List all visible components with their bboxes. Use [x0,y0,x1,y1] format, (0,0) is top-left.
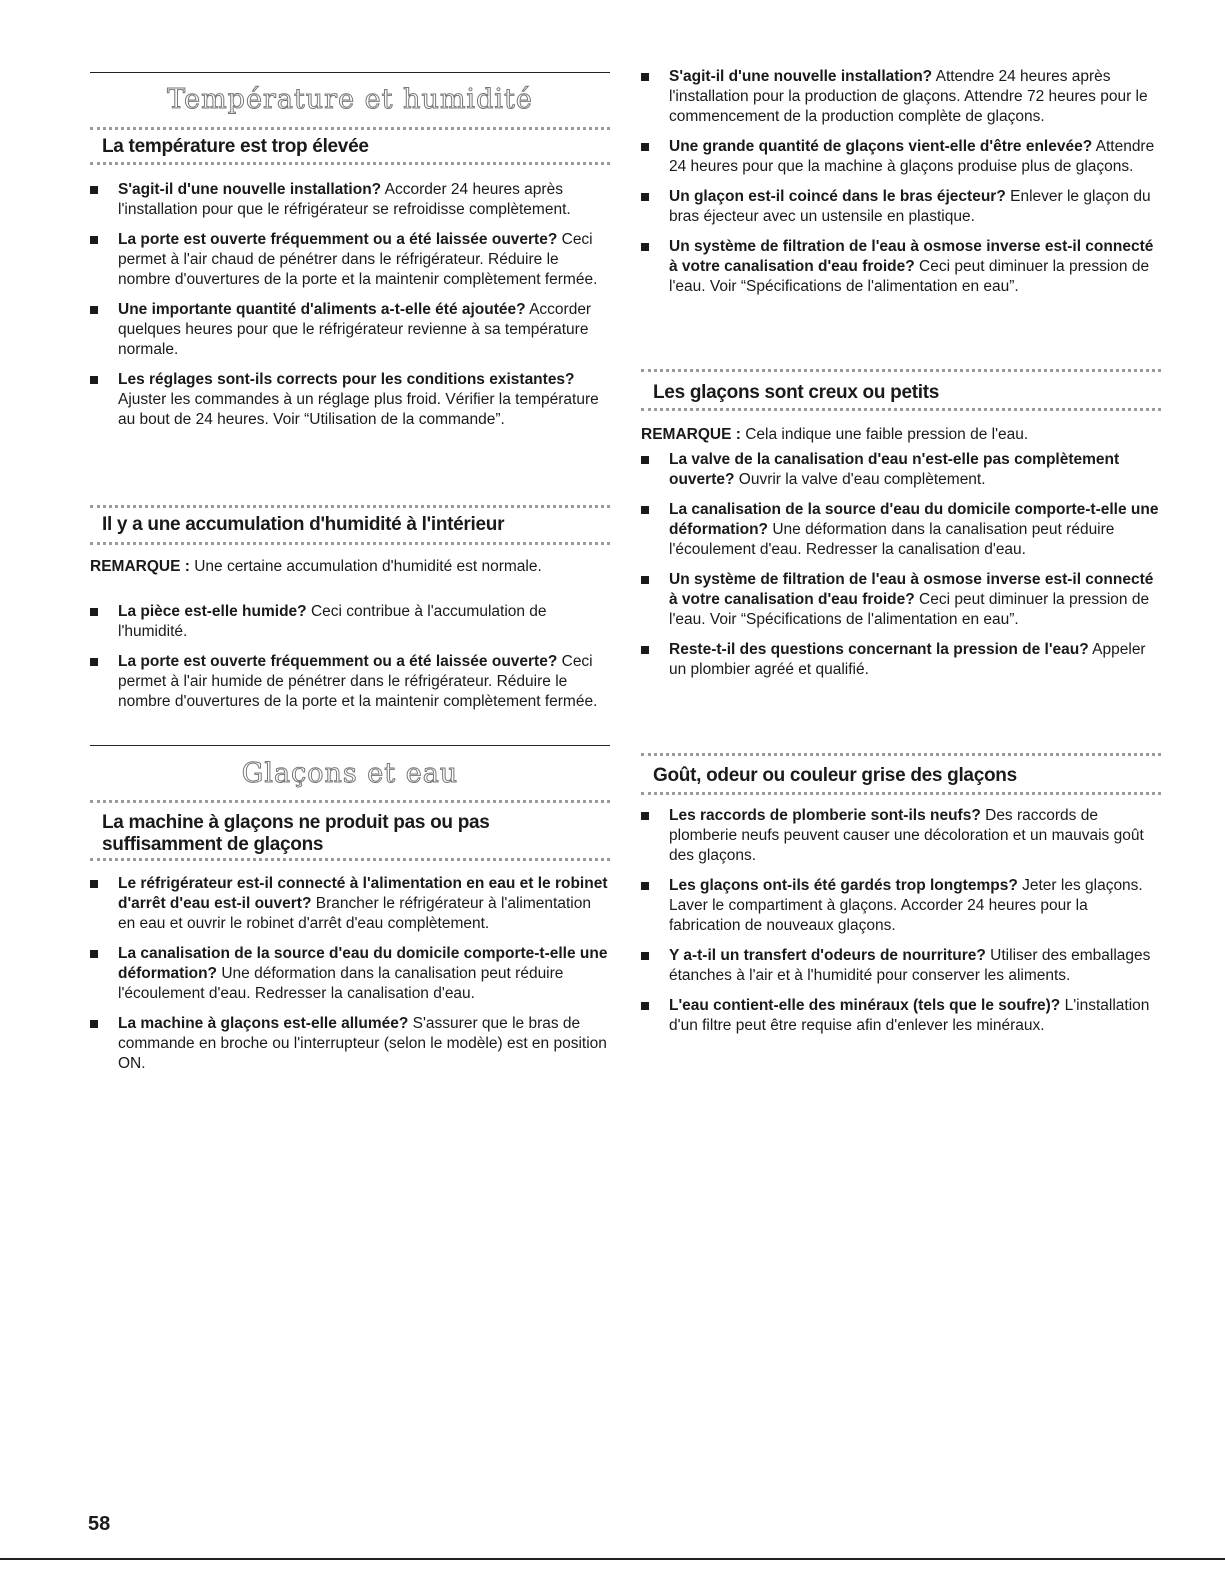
list-item [90,370,610,430]
subheading-line2: suffisamment de glaçons [102,834,324,855]
page-number: 58 [88,1513,111,1535]
list-item [641,946,1161,986]
dotted-rule [641,753,1161,756]
list-hollow-ice [641,450,1161,680]
list-icemaker-continued [641,67,1161,297]
item-question: La porte est ouverte fréquemment ou a été laissée ouverte? [118,653,558,670]
bullet-icon [641,882,649,890]
item-question: Un glaçon est-il coincé dans le bras éjecteur? [669,188,1006,205]
list-item [641,67,1161,127]
section-rule [90,745,610,746]
dotted-rule [90,858,610,861]
item-answer: Accorder 24 heures après l'installation pour que le réfrigérateur se refroidisse complètement. [118,181,571,218]
bullet-icon [90,658,98,666]
item-question: La pièce est-elle humide? [118,603,307,620]
section-title-temperature: Température et humidité [167,84,533,115]
subheading-icemaker [90,812,610,856]
bullet-icon [90,186,98,194]
dotted-rule [90,505,610,508]
list-item [641,876,1161,936]
item-question: La canalisation de la source d'eau du domicile comporte-t-elle une déformation? [118,945,608,982]
item-answer: Utiliser des emballages étanches à l'air et à l'humidité pour conserver les aliments. [669,947,1151,984]
item-question: La canalisation de la source d'eau du domicile comporte-t-elle une déformation? [669,501,1159,538]
dotted-rule [90,127,610,130]
bullet-icon [641,243,649,251]
item-answer: Accorder quelques heures pour que le réfrigérateur revienne à sa température normale. [118,301,592,358]
list-item [641,450,1161,490]
subheading-line1: La machine à glaçons ne produit pas ou pas [102,812,490,833]
item-answer: Ceci peut diminuer la pression de l'eau. Voir “Spécifications de l'alimentation en eau”. [669,591,1150,628]
bullet-icon [90,880,98,888]
item-question: Les réglages sont-ils corrects pour les conditions existantes? [118,371,575,388]
item-question: S'agit-il d'une nouvelle installation? [669,68,933,85]
bullet-icon [641,952,649,960]
list-item [641,500,1161,560]
item-answer: Attendre 24 heures pour que la machine à glaçons produise plus de glaçons. [669,138,1155,175]
list-item [90,230,610,290]
list-taste-odor [641,806,1161,1036]
bullet-icon [641,143,649,151]
bullet-icon [641,506,649,514]
item-question: Les glaçons ont-ils été gardés trop longtemps? [669,877,1018,894]
item-question: Une grande quantité de glaçons vient-elle d'être enlevée? [669,138,1093,155]
dotted-rule [90,542,610,545]
list-item [90,300,610,360]
list-item [90,944,610,1004]
list-humidity [90,602,610,712]
list-item [641,137,1161,177]
section-title-ice-water: Glaçons et eau [241,758,459,789]
subheading-taste-odor: Goût, odeur ou couleur grise des glaçons [653,765,1017,786]
bullet-icon [90,1020,98,1028]
bullet-icon [90,376,98,384]
item-question: S'agit-il d'une nouvelle installation? [118,181,382,198]
list-item [641,996,1161,1036]
bullet-icon [641,193,649,201]
item-answer: Ceci contribue à l'accumulation de l'humidité. [118,603,547,640]
subheading-temp-high: La température est trop élevée [102,136,369,157]
item-answer: Appeler un plombier agréé et qualifié. [669,641,1146,678]
dotted-rule [90,162,610,165]
list-icemaker [90,874,610,1074]
item-answer: Des raccords de plomberie neufs peuvent causer une décoloration et un mauvais goût des glaçons. [669,807,1144,864]
item-question: Un système de filtration de l'eau à osmose inverse est-il connecté à votre canalisation d'eau froide? [669,238,1154,275]
item-answer: Une déformation dans la canalisation peut réduire l'écoulement d'eau. Redresser la canalisation d'eau. [669,521,1115,558]
bullet-icon [90,950,98,958]
subheading-hollow-ice: Les glaçons sont creux ou petits [653,382,940,403]
list-item [90,874,610,934]
bullet-icon [641,812,649,820]
item-answer: Ceci permet à l'air humide de pénétrer dans le réfrigérateur. Réduire le nombre d'ouvertures de la porte et la maintenir complètement fermée. [118,653,598,710]
item-question: Un système de filtration de l'eau à osmose inverse est-il connecté à votre canalisation d'eau froide? [669,571,1154,608]
bullet-icon [90,306,98,314]
list-item [90,1014,610,1074]
item-answer: S'assurer que le bras de commande en broche ou l'interrupteur (selon le modèle) est en position ON. [118,1015,607,1072]
list-item [641,640,1161,680]
dotted-rule [641,792,1161,795]
bullet-icon [641,73,649,81]
item-answer: Attendre 24 heures après l'installation pour la production de glaçons. Attendre 72 heures pour le commencement de la production complète de glaçons. [669,68,1148,125]
item-answer: L'installation d'un filtre peut être requise afin d'enlever les minéraux. [669,997,1150,1034]
section-rule [90,72,610,73]
note-humidity [90,557,610,577]
item-answer: Jeter les glaçons. Laver le compartiment à glaçons. Accorder 24 heures pour la fabrication de nouveaux glaçons. [669,877,1143,934]
item-question: Le réfrigérateur est-il connecté à l'alimentation en eau et le robinet d'arrêt d'eau est-il ouvert? [118,875,608,912]
dotted-rule [641,369,1161,372]
item-answer: Ouvrir la valve d'eau complètement. [734,471,986,488]
item-question: Reste-t-il des questions concernant la pression de l'eau? [669,641,1089,658]
bullet-icon [641,646,649,654]
list-temp-high [90,180,610,430]
item-answer: Ajuster les commandes à un réglage plus froid. Vérifier la température au bout de 24 heures. Voir “Utilisation de la commande”. [118,391,599,428]
list-item [641,570,1161,630]
subheading-humidity: Il y a une accumulation d'humidité à l'intérieur [102,514,505,535]
item-answer: Ceci permet à l'air chaud de pénétrer dans le réfrigérateur. Réduire le nombre d'ouvertures de la porte et la maintenir complètement fermée. [118,231,598,288]
item-answer: Enlever le glaçon du bras éjecteur avec un ustensile en plastique. [669,188,1151,225]
item-answer: Brancher le réfrigérateur à l'alimentation en eau et ouvrir le robinet d'arrêt d'eau complètement. [118,895,591,932]
bullet-icon [641,1002,649,1010]
item-question: La porte est ouverte fréquemment ou a été laissée ouverte? [118,231,558,248]
note-label: REMARQUE : [641,426,741,443]
list-item [90,602,610,642]
list-item [641,237,1161,297]
note-text: Une certaine accumulation d'humidité est normale. [189,558,542,575]
note-text: Cela indique une faible pression de l'eau. [740,426,1029,443]
bottom-rule [0,1558,1225,1560]
bullet-icon [90,608,98,616]
dotted-rule [90,800,610,803]
item-question: Les raccords de plomberie sont-ils neufs? [669,807,981,824]
item-question: La valve de la canalisation d'eau n'est-elle pas complètement ouverte? [669,451,1120,488]
item-answer: Une déformation dans la canalisation peut réduire l'écoulement d'eau. Redresser la canalisation d'eau. [118,965,564,1002]
item-answer: Ceci peut diminuer la pression de l'eau. Voir “Spécifications de l'alimentation en eau”. [669,258,1150,295]
dotted-rule [641,408,1161,411]
bullet-icon [641,456,649,464]
list-item [90,180,610,220]
item-question: Y a-t-il un transfert d'odeurs de nourriture? [669,947,986,964]
list-item [90,652,610,712]
bullet-icon [90,236,98,244]
item-question: Une importante quantité d'aliments a-t-elle été ajoutée? [118,301,526,318]
list-item [641,187,1161,227]
item-question: La machine à glaçons est-elle allumée? [118,1015,409,1032]
list-item [641,806,1161,866]
note-label: REMARQUE : [90,558,190,575]
note-hollow-ice [641,425,1161,445]
item-question: L'eau contient-elle des minéraux (tels que le soufre)? [669,997,1061,1014]
bullet-icon [641,576,649,584]
